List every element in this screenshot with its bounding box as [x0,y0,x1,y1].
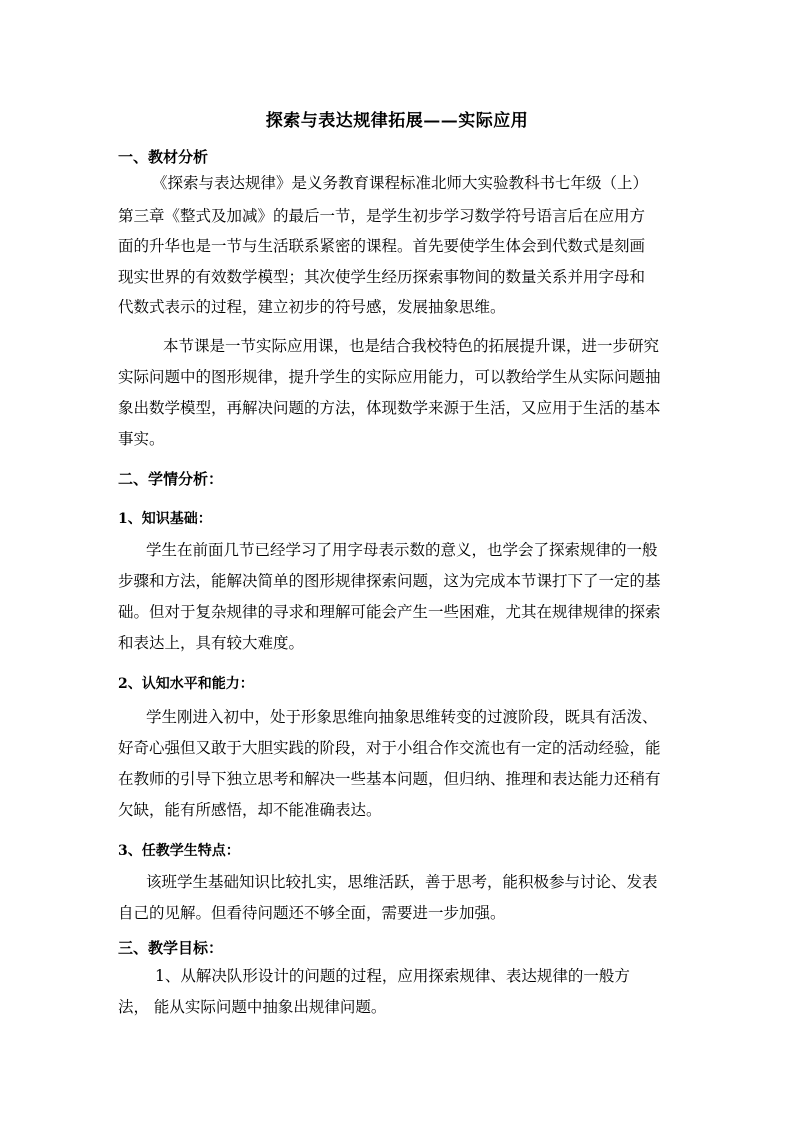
section-heading-teaching-goals: 三、教学目标： [118,939,224,957]
paragraph-line: 好奇心强但又敢于大胆实践的阶段，对于小组合作交流也有一定的活动经验，能 [118,739,661,757]
paragraph-line: 实际问题中的图形规律，提升学生的实际应用能力，可以教给学生从实际问题抽 [118,368,661,386]
paragraph-line: 该班学生基础知识比较扎实，思维活跃，善于思考，能积极参与讨论、发表 [146,873,658,891]
paragraph-line: 本节课是一节实际应用课，也是结合我校特色的拓展提升课，进一步研究 [163,337,660,355]
paragraph-line: 法， 能从实际问题中抽象出规律问题。 [118,998,387,1016]
paragraph-line: 在教师的引导下独立思考和解决一些基本问题，但归纳、推理和表达能力还稍有 [118,770,661,788]
paragraph-line: 学生刚进入初中，处于形象思维向抽象思维转变的过渡阶段，既具有活泼、 [146,708,658,726]
document-title: 探索与表达规律拓展——实际应用 [265,111,529,131]
subheading-knowledge-base: 1、知识基础： [118,511,212,527]
paragraph-line: 步骤和方法，能解决简单的图形规律探索问题，这为完成本节课打下了一定的基 [118,572,661,590]
subheading-cognitive-level: 2、认知水平和能力： [118,676,254,692]
paragraph-line: 学生在前面几节已经学习了用字母表示数的意义，也学会了探索规律的一般 [146,541,658,559]
section-heading-textbook-analysis: 一、教材分析 [118,148,209,166]
paragraph-line: 代数式表示的过程，建立初步的符号感，发展抽象思维。 [118,298,506,316]
paragraph-line: 自己的见解。但看待问题还不够全面，需要进一步加强。 [118,904,506,922]
section-heading-student-analysis: 二、学情分析： [118,470,224,488]
paragraph-line: 面的升华也是一节与生活联系紧密的课程。首先要使学生体会到代数式是刻画 [118,237,646,255]
paragraph-line: 事实。 [118,430,165,448]
paragraph-line: 第三章《整式及加减》的最后一节，是学生初步学习数学符号语言后在应用方 [118,207,646,225]
paragraph-line: 础。但对于复杂规律的寻求和理解可能会产生一些困难，尤其在规律规律的探索 [118,603,661,621]
paragraph-line: 象出数学模型，再解决问题的方法，体现数学来源于生活，又应用于生活的基本 [118,399,661,417]
paragraph-line: 和表达上，具有较大难度。 [118,634,305,652]
paragraph-line: 现实世界的有效数学模型；其次使学生经历探索事物间的数量关系并用字母和 [118,268,646,286]
subheading-student-traits: 3、任教学生特点： [118,843,240,859]
paragraph-line: 欠缺，能有所感悟，却不能准确表达。 [118,801,382,819]
paragraph-line: 《探索与表达规律》是义务教育课程标准北师大实验教科书七年级（上） [152,174,649,192]
paragraph-line: 1、从解决队形设计的问题的过程，应用探索规律、表达规律的一般方 [155,967,630,985]
